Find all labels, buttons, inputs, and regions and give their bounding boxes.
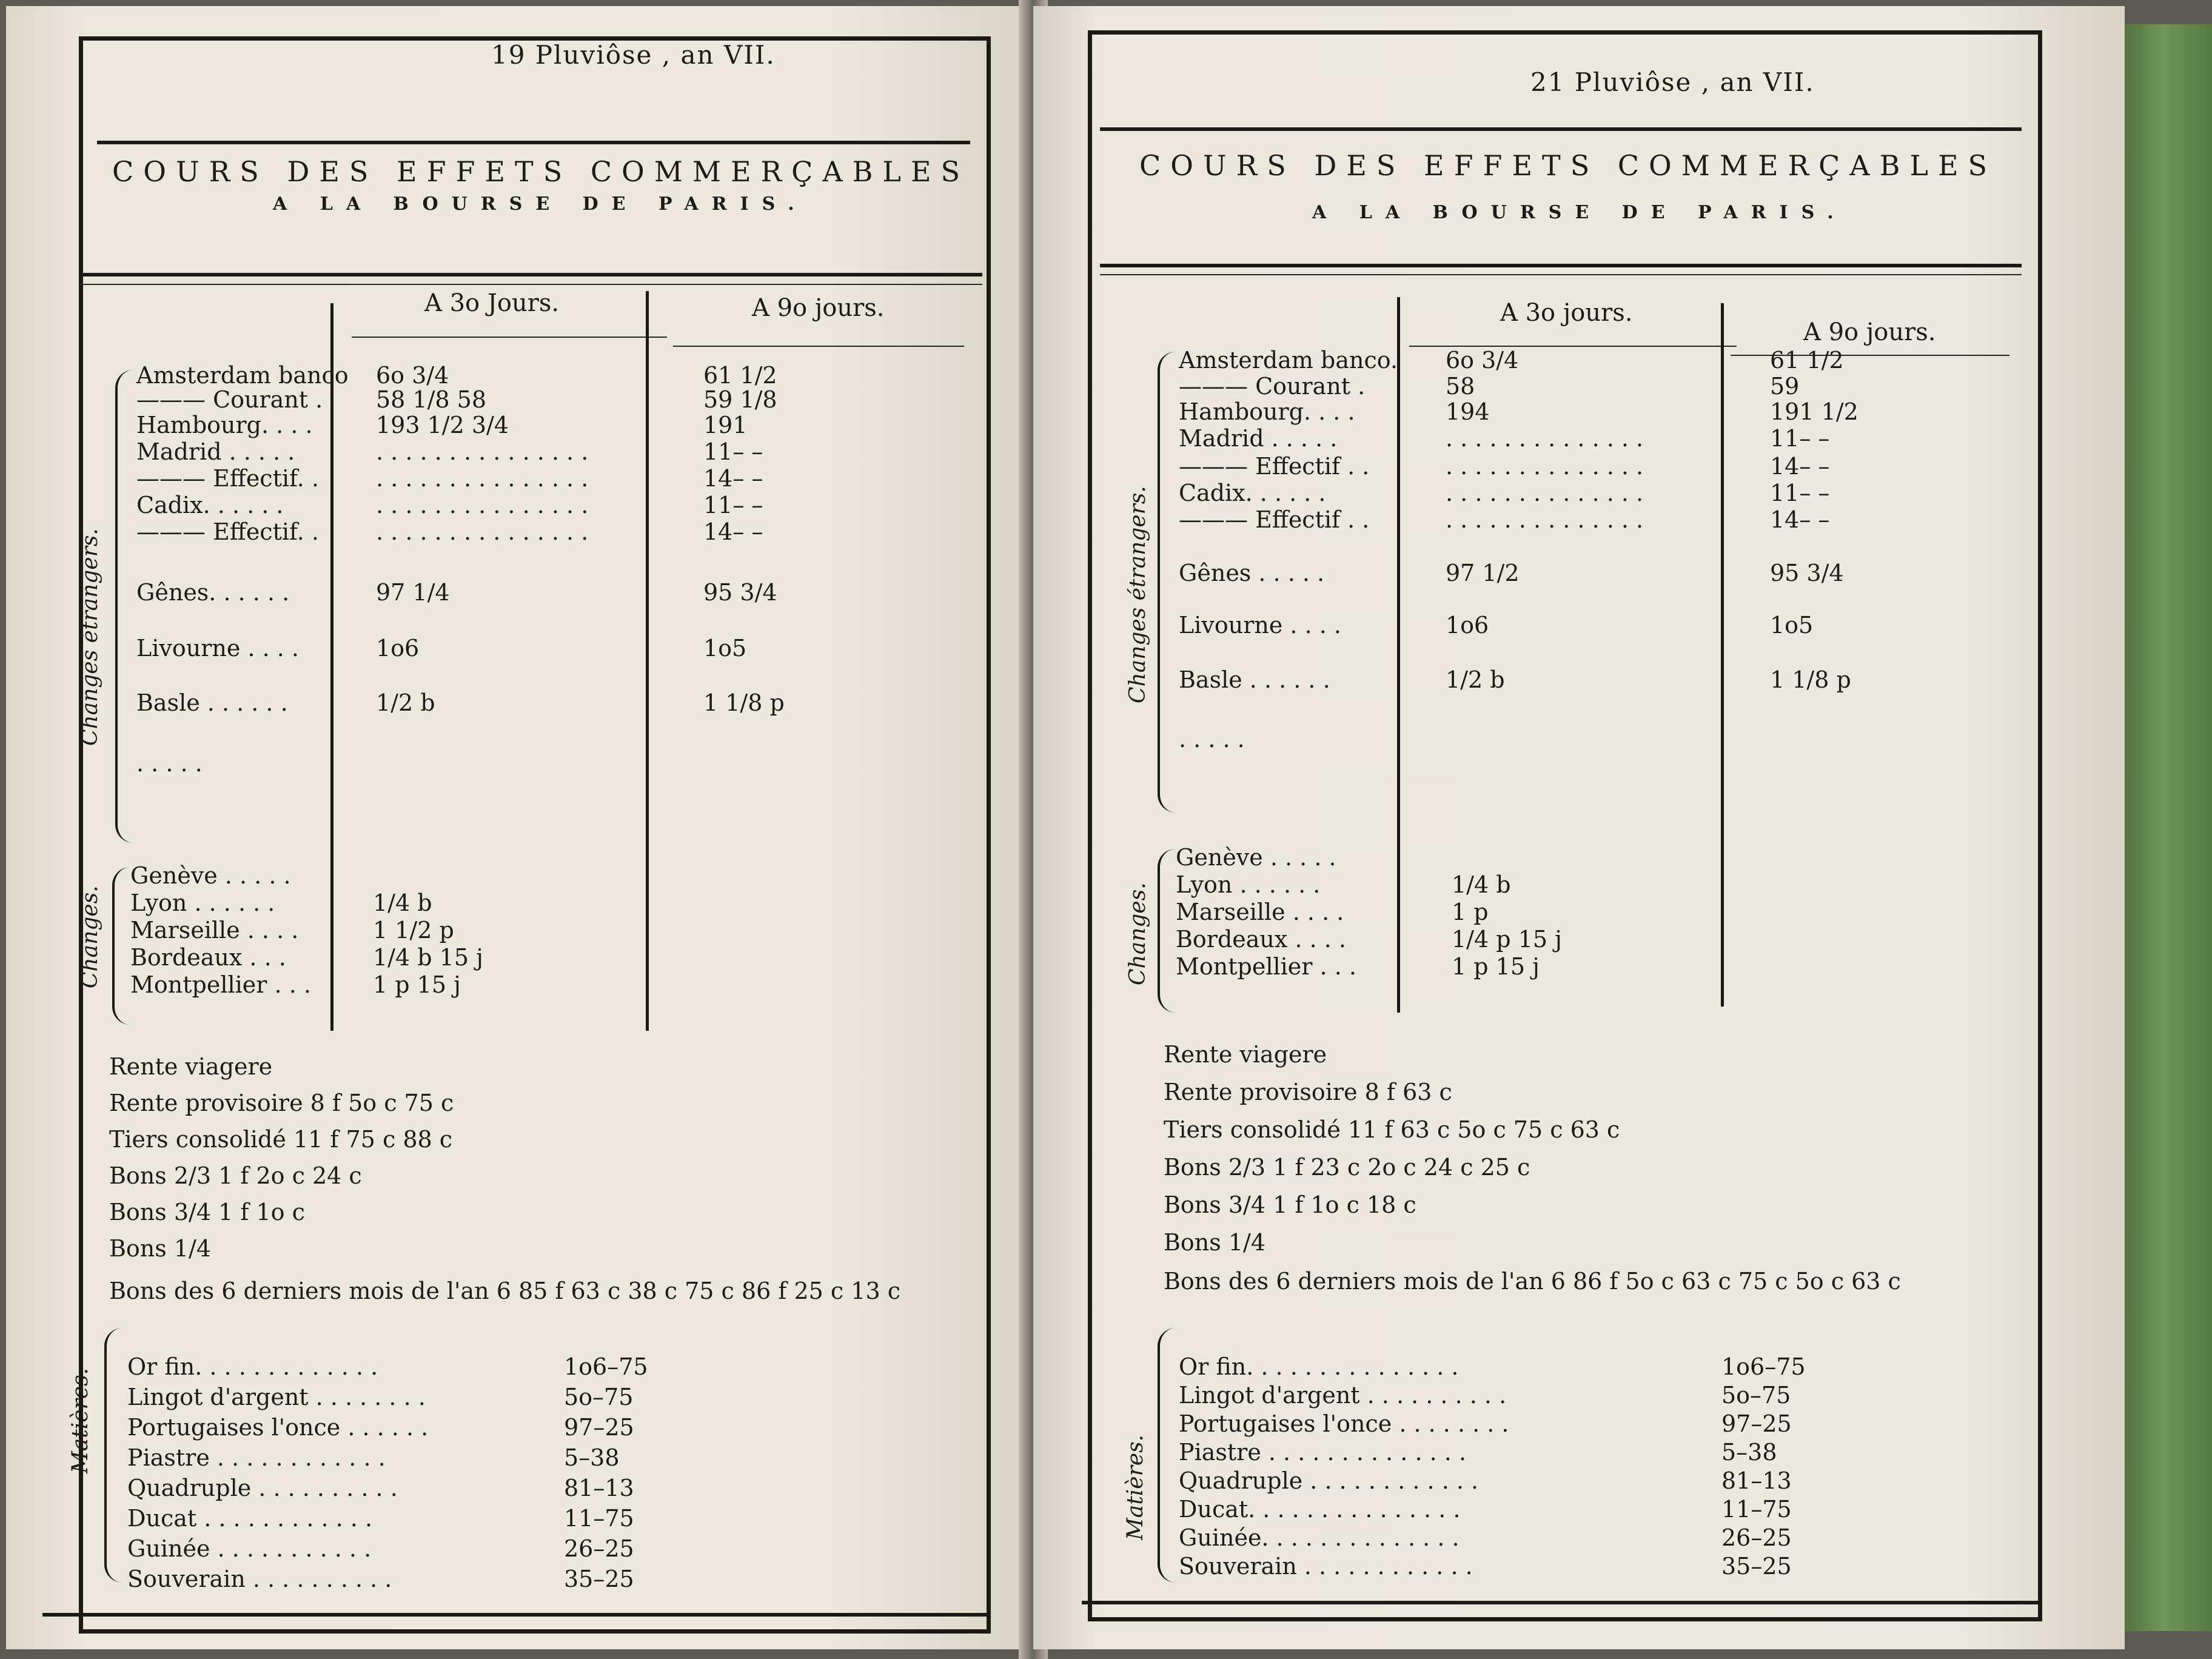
- right-side-label-matieres: Matières.: [1123, 1434, 1148, 1540]
- matiere-row-value: 35–25: [564, 1566, 634, 1592]
- domestic-row-label: Genève . . . . .: [130, 862, 291, 889]
- foreign-row-label: Basle . . . . . .: [136, 689, 288, 716]
- matiere-row-label: Guinée . . . . . . . . . . .: [127, 1535, 372, 1562]
- left-brace-foreign: [115, 370, 135, 843]
- foreign-row-label: Madrid . . . . .: [136, 438, 295, 465]
- foreign-row-value-90: 191: [703, 412, 748, 438]
- left-page-date: 19 Pluviôse , an VII.: [491, 40, 776, 70]
- right-column-divider-2: [1721, 303, 1724, 1007]
- foreign-row-value-30: 97 1/4: [376, 579, 450, 606]
- matiere-row-label: Portugaises l'once . . . . . . . .: [1179, 1410, 1509, 1437]
- left-side-label-matieres: Matières.: [68, 1367, 93, 1473]
- left-page-title: COURS DES EFFETS COMMERÇABLES: [112, 155, 970, 188]
- right-header-rule-thin: [1100, 274, 2022, 275]
- domestic-row-label: Montpellier . . .: [1176, 953, 1356, 980]
- domestic-row-value: 1 1/2 p: [373, 917, 454, 943]
- foreign-row-label: Cadix. . . . . .: [136, 492, 284, 518]
- domestic-row-value: 1/4 b: [1452, 871, 1511, 898]
- foreign-row-label: Livourne . . . .: [136, 635, 299, 662]
- foreign-row-value-30: 58 1/8 58: [376, 386, 487, 413]
- matiere-row-label: Lingot d'argent . . . . . . . . . .: [1179, 1382, 1507, 1409]
- foreign-row-value-90: 95 3/4: [1770, 560, 1844, 586]
- matiere-row-value: 97–25: [564, 1414, 634, 1441]
- right-col-head-90: A 9o jours.: [1803, 318, 1936, 346]
- domestic-row-label: Marseille . . . .: [1176, 899, 1344, 925]
- foreign-row-value-90: 61 1/2: [1770, 347, 1844, 374]
- foreign-row-value-30: 193 1/2 3/4: [376, 412, 509, 438]
- foreign-row-value-30: 6o 3/4: [1446, 347, 1519, 374]
- domestic-row-label: Genève . . . . .: [1176, 844, 1336, 871]
- matiere-row-label: Souverain . . . . . . . . . .: [127, 1566, 392, 1592]
- domestic-row-label: Bordeaux . . . .: [1176, 926, 1346, 953]
- rente-line: Bons 2/3 1 f 23 c 2o c 24 c 25 c: [1164, 1154, 1530, 1181]
- rente-line: Bons 1/4: [1164, 1229, 1266, 1256]
- matiere-row-label: Piastre . . . . . . . . . . . . . .: [1179, 1439, 1467, 1466]
- right-page-subtitle: A LA BOURSE DE PARIS.: [1312, 202, 1847, 223]
- foreign-row-value-30: 1o6: [1446, 612, 1489, 638]
- foreign-row-label: Gênes. . . . . .: [136, 579, 290, 606]
- foreign-row-value-90: 11– –: [703, 438, 763, 465]
- left-column-divider-2: [646, 291, 649, 1031]
- domestic-row-label: Lyon . . . . . .: [130, 890, 275, 916]
- domestic-row-value: 1/4 p 15 j: [1452, 926, 1562, 953]
- foreign-row-value-30: 1o6: [376, 635, 420, 662]
- right-header-rule-top: [1100, 127, 2022, 131]
- matiere-row-label: Quadruple . . . . . . . . . .: [127, 1475, 398, 1501]
- foreign-row-value-90: 14– –: [1770, 506, 1830, 533]
- right-side-label-domestic: Changes.: [1125, 882, 1150, 985]
- foreign-row-value-90: 1o5: [703, 635, 747, 662]
- rente-line: Tiers consolidé 11 f 63 c 5o c 75 c 63 c: [1164, 1116, 1620, 1143]
- foreign-row-label: Gênes . . . . .: [1179, 560, 1325, 586]
- right-side-label-foreign: Changes étrangers.: [1125, 486, 1150, 703]
- matiere-row-value: 81–13: [1721, 1467, 1792, 1494]
- foreign-row-value-30: . . . . . . . . . . . . . . .: [376, 492, 589, 518]
- foreign-row-label: Basle . . . . . .: [1179, 666, 1330, 693]
- left-side-label-domestic: Changes.: [78, 885, 102, 988]
- book-cover-edge: [2121, 24, 2212, 1631]
- domestic-row-label: Bordeaux . . .: [130, 944, 286, 971]
- foreign-row-value-30: . . . . . . . . . . . . . .: [1446, 506, 1644, 533]
- foreign-row-value-90: 14– –: [703, 465, 763, 492]
- matiere-row-value: 26–25: [564, 1535, 634, 1562]
- right-brace-foreign: [1158, 352, 1177, 813]
- foreign-row-value-90: 95 3/4: [703, 579, 777, 606]
- foreign-row-value-30: . . . . . . . . . . . . . . .: [376, 438, 589, 465]
- foreign-row-label: Hambourg. . . .: [1179, 398, 1355, 425]
- matiere-row-label: Piastre . . . . . . . . . . . .: [127, 1444, 386, 1471]
- matiere-row-value: 5o–75: [564, 1384, 634, 1410]
- rente-line: Tiers consolidé 11 f 75 c 88 c: [109, 1126, 453, 1153]
- domestic-row-value: 1/4 b: [373, 890, 432, 916]
- matiere-row-label: Or fin. . . . . . . . . . . . . . .: [1179, 1353, 1459, 1380]
- domestic-row-value: 1 p 15 j: [1452, 953, 1540, 980]
- left-header-rule-thin: [79, 284, 982, 285]
- foreign-row-value-30: 194: [1446, 398, 1490, 425]
- foreign-row-label: Livourne . . . .: [1179, 612, 1341, 638]
- rente-line: Bons 3/4 1 f 1o c: [109, 1199, 305, 1225]
- foreign-row-value-90: 191 1/2: [1770, 398, 1858, 425]
- left-page-subtitle: A LA BOURSE DE PARIS.: [273, 193, 808, 215]
- left-brace-domestic: [112, 867, 132, 1025]
- foreign-row-value-90: 1 1/8 p: [703, 689, 785, 716]
- rente-line: Bons 2/3 1 f 2o c 24 c: [109, 1162, 362, 1189]
- rente-line: Bons 1/4: [109, 1235, 212, 1262]
- matiere-row-value: 1o6–75: [564, 1353, 648, 1380]
- foreign-row-value-30: . . . . . . . . . . . . . .: [1446, 425, 1644, 452]
- foreign-row-value-90: 11– –: [703, 492, 763, 518]
- rente-line: Rente viagere: [109, 1053, 273, 1080]
- matiere-row-value: 35–25: [1721, 1553, 1792, 1580]
- foreign-row-value-30: 6o 3/4: [376, 362, 449, 389]
- foreign-row-value-30: 97 1/2: [1446, 560, 1520, 586]
- left-header-rule-top: [97, 141, 970, 144]
- foreign-row-value-30: . . . . . . . . . . . . . .: [1446, 480, 1644, 506]
- matiere-row-value: 5–38: [564, 1444, 620, 1471]
- left-col-head-rule-2: [673, 346, 964, 347]
- foreign-row-label: Hambourg. . . .: [136, 412, 313, 438]
- left-col-head-90: A 9o jours.: [752, 294, 885, 322]
- left-column-divider-1: [330, 303, 333, 1031]
- foreign-row-label: ——— Courant .: [1179, 373, 1366, 400]
- right-brace-matieres: [1158, 1328, 1177, 1583]
- matiere-row-label: Quadruple . . . . . . . . . . . .: [1179, 1467, 1479, 1494]
- right-page-title: COURS DES EFFETS COMMERÇABLES: [1139, 149, 1997, 182]
- foreign-row-value-90: 1 1/8 p: [1770, 666, 1851, 693]
- foreign-row-value-90: 1o5: [1770, 612, 1814, 638]
- left-col-head-30: A 3o Jours.: [424, 289, 560, 317]
- matiere-row-value: 5o–75: [1721, 1382, 1791, 1409]
- right-header-rule-bottom: [1100, 264, 2022, 267]
- domestic-row-value: 1 p: [1452, 899, 1489, 925]
- matiere-row-value: 11–75: [1721, 1496, 1792, 1523]
- foreign-row-label: Madrid . . . . .: [1179, 425, 1338, 452]
- foreign-row-value-90: 59: [1770, 373, 1800, 400]
- domestic-row-value: 1 p 15 j: [373, 971, 461, 998]
- domestic-row-label: Marseille . . . .: [130, 917, 299, 943]
- foreign-row-label: Amsterdam banco.: [1179, 347, 1398, 374]
- matiere-row-label: Guinée. . . . . . . . . . . . . .: [1179, 1524, 1460, 1551]
- foreign-row-label: . . . . .: [1179, 726, 1245, 752]
- foreign-row-label: Cadix. . . . . .: [1179, 480, 1326, 506]
- rente-line: Rente provisoire 8 f 63 c: [1164, 1079, 1452, 1105]
- left-page: [6, 6, 1031, 1649]
- right-footer-rule: [1082, 1601, 2040, 1604]
- foreign-row-value-90: 14– –: [703, 518, 763, 545]
- foreign-row-value-30: . . . . . . . . . . . . . .: [1446, 453, 1644, 480]
- left-col-head-rule-1: [352, 337, 667, 338]
- foreign-row-value-90: 61 1/2: [703, 362, 777, 389]
- foreign-row-label: ——— Effectif . .: [1179, 506, 1370, 533]
- matiere-row-value: 81–13: [564, 1475, 634, 1501]
- left-header-rule-bottom: [79, 273, 982, 276]
- matiere-row-value: 97–25: [1721, 1410, 1792, 1437]
- right-brace-domestic: [1158, 849, 1177, 1013]
- foreign-row-value-90: 59 1/8: [703, 386, 777, 413]
- left-footer-rule: [42, 1613, 988, 1617]
- foreign-row-label: . . . . .: [136, 750, 203, 777]
- matiere-row-label: Or fin. . . . . . . . . . . . .: [127, 1353, 378, 1380]
- matiere-row-value: 5–38: [1721, 1439, 1777, 1466]
- right-page: [1033, 6, 2125, 1649]
- matiere-row-label: Souverain . . . . . . . . . . . .: [1179, 1553, 1473, 1580]
- matiere-row-label: Portugaises l'once . . . . . .: [127, 1414, 429, 1441]
- left-brace-matieres: [104, 1328, 124, 1583]
- foreign-row-value-30: . . . . . . . . . . . . . . .: [376, 465, 589, 492]
- foreign-row-value-30: 1/2 b: [1446, 666, 1505, 693]
- foreign-row-value-90: 11– –: [1770, 480, 1830, 506]
- matiere-row-label: Ducat. . . . . . . . . . . . . . .: [1179, 1496, 1461, 1523]
- matiere-row-value: 1o6–75: [1721, 1353, 1806, 1380]
- rente-line: Rente viagere: [1164, 1041, 1327, 1068]
- domestic-row-value: 1/4 b 15 j: [373, 944, 483, 971]
- rente-line: Bons des 6 derniers mois de l'an 6 85 f 63 c 38 c 75 c 86 f 25 c 13 c: [109, 1278, 900, 1304]
- rente-line: Bons 3/4 1 f 1o c 18 c: [1164, 1191, 1416, 1218]
- right-page-date: 21 Pluviôse , an VII.: [1530, 67, 1815, 97]
- matiere-row-label: Ducat . . . . . . . . . . . .: [127, 1505, 373, 1532]
- matiere-row-value: 11–75: [564, 1505, 634, 1532]
- foreign-row-label: ——— Effectif. .: [136, 465, 319, 492]
- matiere-row-value: 26–25: [1721, 1524, 1792, 1551]
- right-column-divider-1: [1397, 297, 1400, 1013]
- foreign-row-label: ——— Effectif. .: [136, 518, 319, 545]
- rente-line: Rente provisoire 8 f 5o c 75 c: [109, 1090, 454, 1116]
- domestic-row-label: Lyon . . . . . .: [1176, 871, 1321, 898]
- foreign-row-value-30: . . . . . . . . . . . . . . .: [376, 518, 589, 545]
- foreign-row-label: ——— Courant .: [136, 386, 323, 413]
- rente-line: Bons des 6 derniers mois de l'an 6 86 f 5o c 63 c 75 c 5o c 63 c: [1164, 1268, 1901, 1295]
- right-col-head-30: A 3o jours.: [1500, 299, 1633, 327]
- domestic-row-label: Montpellier . . .: [130, 971, 311, 998]
- foreign-row-value-90: 14– –: [1770, 453, 1830, 480]
- foreign-row-label: ——— Effectif . .: [1179, 453, 1370, 480]
- left-side-label-foreign: Changes étrangers.: [78, 528, 102, 746]
- foreign-row-value-30: 58: [1446, 373, 1475, 400]
- matiere-row-label: Lingot d'argent . . . . . . . .: [127, 1384, 426, 1410]
- foreign-row-value-30: 1/2 b: [376, 689, 435, 716]
- foreign-row-label: Amsterdam banco: [136, 362, 349, 389]
- foreign-row-value-90: 11– –: [1770, 425, 1830, 452]
